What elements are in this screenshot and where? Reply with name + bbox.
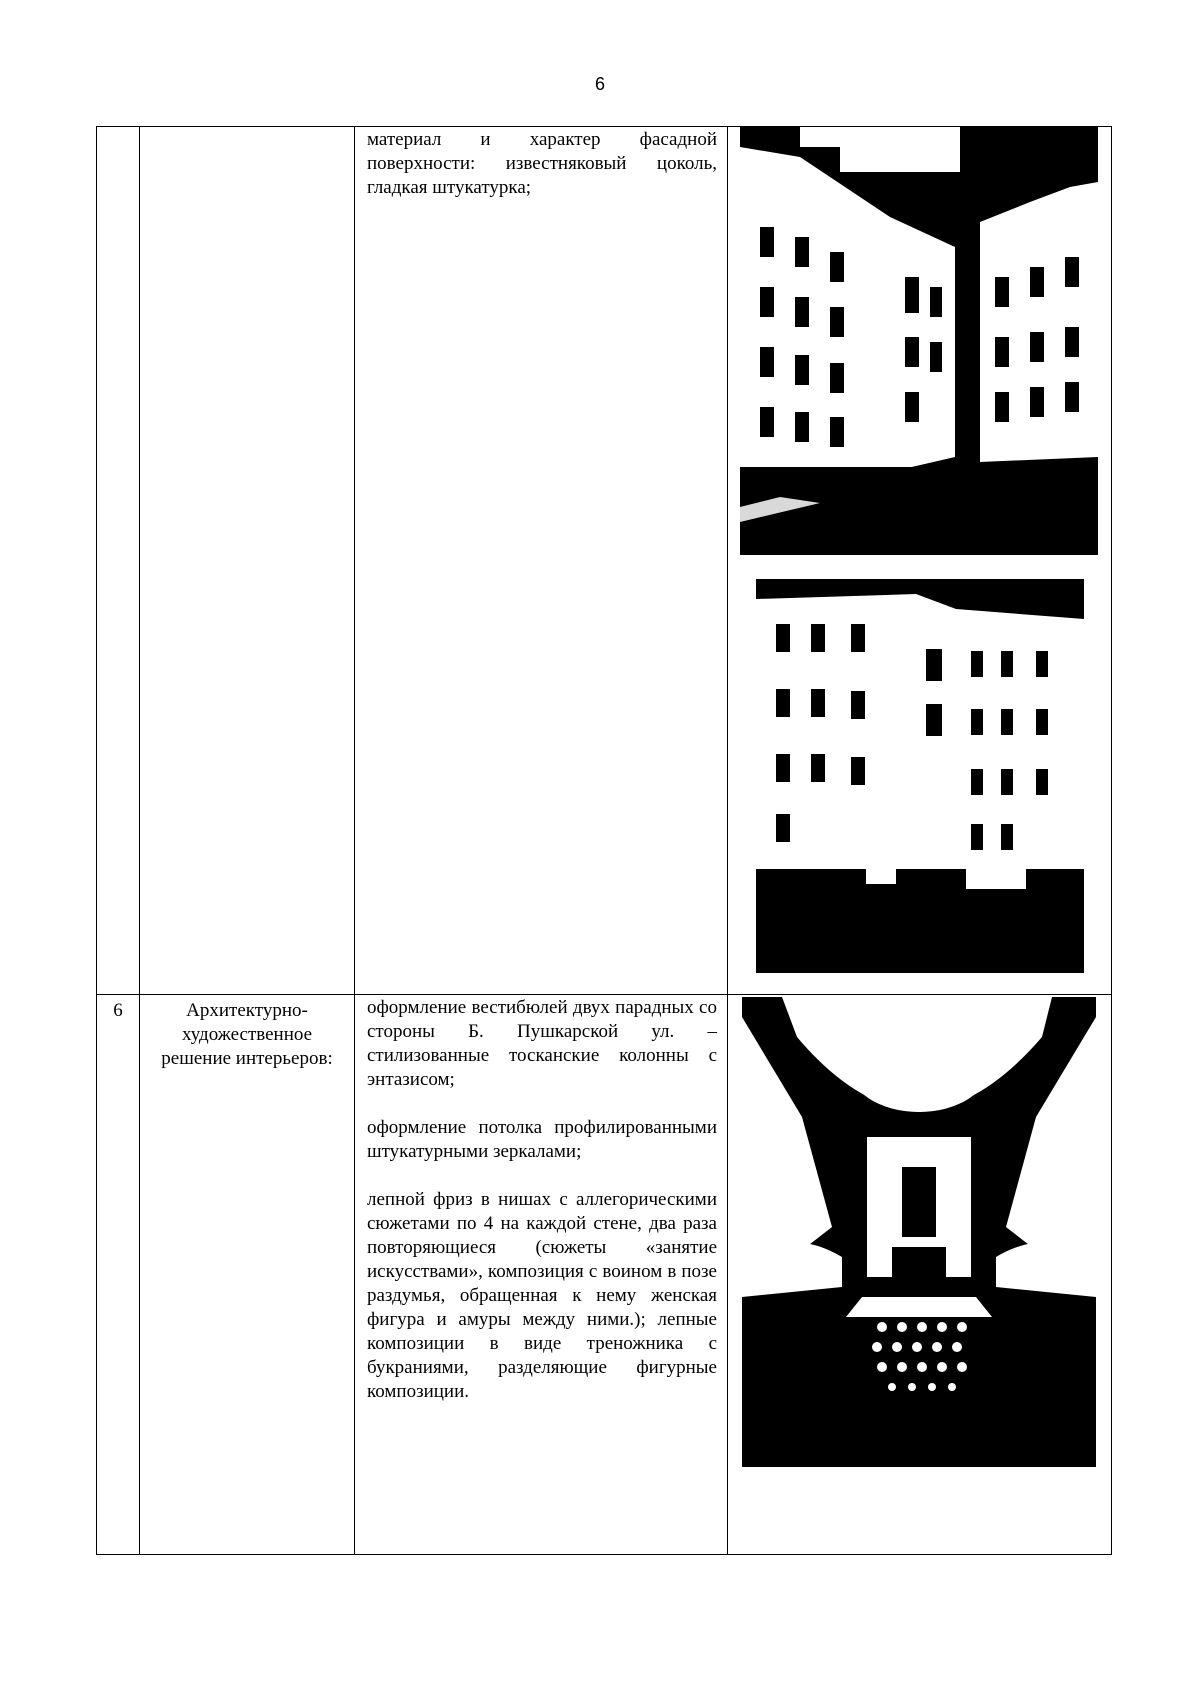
page-number: 6 — [594, 74, 605, 94]
table-row — [97, 127, 1112, 995]
description-paragraph: оформление потолка профилированными штукатурными зеркалами; — [367, 1117, 717, 1162]
photo-cell — [728, 127, 1112, 995]
row-name-cell — [140, 995, 355, 1555]
description-paragraph: оформление вестибюлей двух парадных со стороны Б. Пушкарской ул. – стилизованные тосканские колонны с энтазисом; — [367, 997, 717, 1090]
row-name-cell — [140, 127, 355, 995]
table-row — [97, 995, 1112, 1555]
facade-photo-courtyard — [740, 127, 1098, 555]
row-number — [97, 127, 139, 131]
description-table — [96, 126, 1112, 1555]
photo-cell — [728, 995, 1112, 1555]
vestibule-photo — [742, 997, 1096, 1467]
row-name — [140, 127, 354, 131]
description-paragraph: лепной фриз в нишах с аллегорическими сюжетами по 4 на каждой стене, два раза повторяющиеся (сюжеты «занятие искусствами», композиция с воином в позе раздумья, обращенная к нему женская фигура и амуры между ними.); лепные композиции в виде треножника с букраниями, разделяющие фигурные композиции. — [367, 1189, 717, 1402]
description-paragraph: материал и характер фасадной поверхности: известняковый цоколь, гладкая штукатурка; — [367, 129, 717, 198]
row-number: 6 — [113, 1000, 123, 1021]
row-description-cell — [355, 995, 728, 1555]
row-number-cell — [97, 127, 140, 995]
row-description-cell — [355, 127, 728, 995]
row-name: Архитектурно-художественное решение интерьеров: — [161, 1000, 333, 1069]
facade-photo-street — [756, 579, 1084, 973]
row-number-cell — [97, 995, 140, 1555]
